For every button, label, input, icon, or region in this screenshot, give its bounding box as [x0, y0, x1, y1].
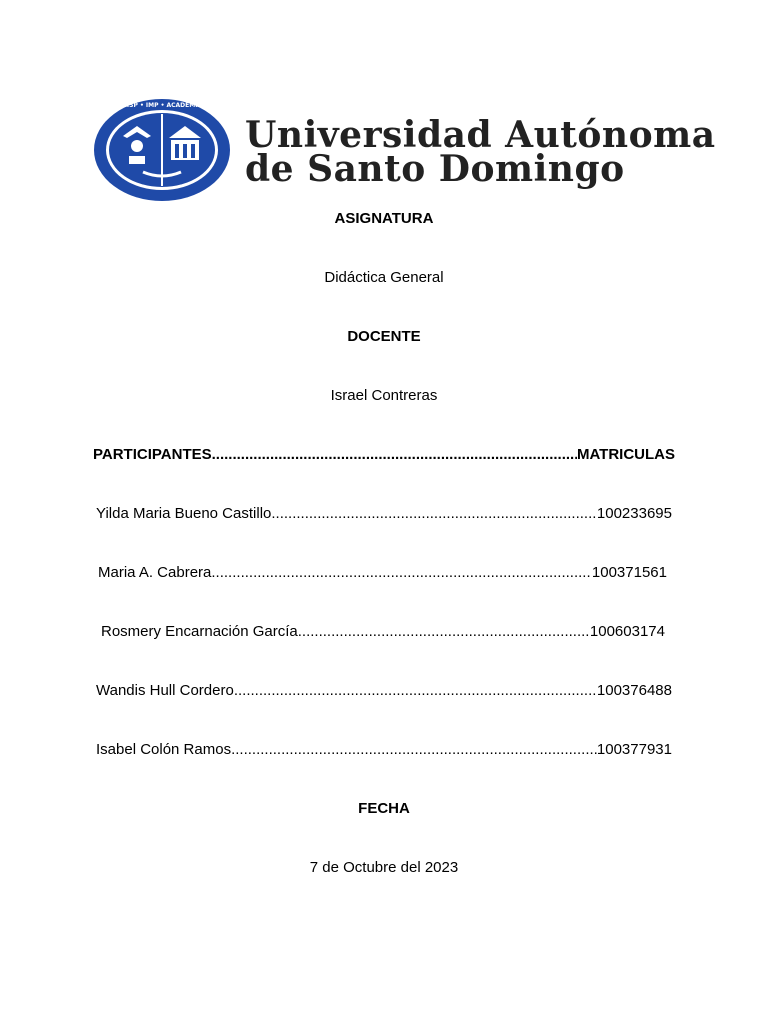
participant-id: 100603174	[589, 623, 665, 640]
leader-dots	[231, 741, 597, 758]
participants-header-right: MATRICULAS	[576, 446, 675, 463]
fecha-value: 7 de Octubre del 2023	[309, 859, 459, 876]
university-header	[93, 98, 716, 202]
participants-header-left: PARTICIPANTES	[93, 446, 212, 463]
participant-row	[98, 564, 667, 581]
participant-name: Rosmery Encarnación García	[101, 623, 298, 640]
leader-dots	[212, 446, 577, 463]
leader-dots	[211, 564, 592, 581]
participant-id: 100377931	[596, 741, 672, 758]
university-seal-logo	[93, 98, 231, 202]
participant-row	[96, 505, 672, 522]
docente-value: Israel Contreras	[330, 387, 438, 404]
participant-id: 100371561	[591, 564, 667, 581]
participants-header	[93, 446, 675, 463]
docente-label: DOCENTE	[347, 328, 421, 345]
university-name-line1: Universidad Autónoma	[245, 114, 716, 156]
participant-name: Yilda Maria Bueno Castillo	[96, 505, 272, 522]
asignatura-label: ASIGNATURA	[334, 210, 434, 227]
university-name	[245, 114, 716, 190]
participant-id: 100233695	[596, 505, 672, 522]
participant-name: Wandis Hull Cordero	[96, 682, 234, 699]
leader-dots	[234, 682, 597, 699]
participant-name: Maria A. Cabrera	[98, 564, 212, 581]
asignatura-value: Didáctica General	[324, 269, 444, 286]
leader-dots	[298, 623, 590, 640]
participant-name: Isabel Colón Ramos	[96, 741, 232, 758]
leader-dots	[271, 505, 597, 522]
fecha-label: FECHA	[358, 800, 410, 817]
participant-id: 100376488	[596, 682, 672, 699]
svg-text:HISP • IMP • ACADEMIA: HISP • IMP • ACADEMIA	[121, 102, 203, 109]
participant-row	[101, 623, 665, 640]
university-name-line2: de Santo Domingo	[245, 148, 625, 190]
participant-row	[96, 682, 672, 699]
participant-row	[96, 741, 672, 758]
